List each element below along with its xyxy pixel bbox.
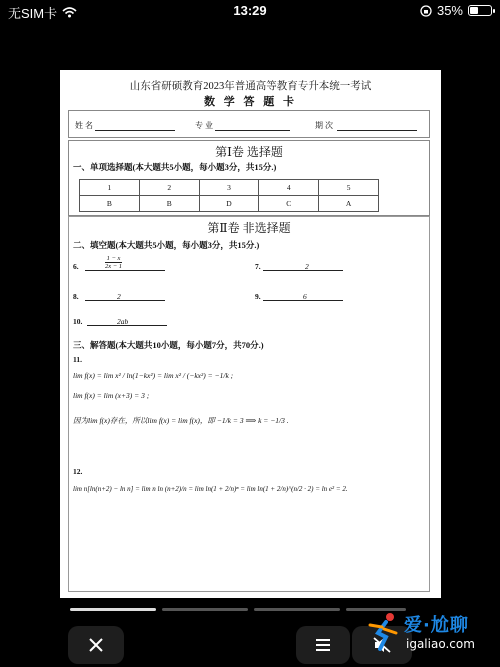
table-row-numbers [80,180,379,196]
table-cell: 4 [259,180,319,196]
fill-q6-line [85,270,165,271]
q11-line2: lim f(x) = lim (x+3) = 3 ; [73,391,150,400]
fill-q10-answer: 2ab [117,317,129,326]
close-icon [88,637,104,653]
table-cell: 3 [199,180,259,196]
watermark-title: 爱·尬聊 [404,615,469,636]
q12-label: 12. [73,467,83,476]
fill-q8-label: 8. [73,292,79,301]
solve-heading: 三、解答题(本大题共10小题，每小题7分，共70分.) [73,340,264,350]
fill-q8-line [85,300,165,301]
table-cell: C [259,196,319,212]
battery-icon [468,5,492,16]
major-label: 专 业 [195,121,213,130]
fill-q6-label: 6. [73,262,79,271]
session-label: 期 次 [315,121,333,130]
close-button[interactable] [68,626,124,664]
runner-logo-icon [366,611,402,651]
mcq-heading: 一、单项选择题(本大题共5小题，每小题3分，共15分.) [73,162,277,172]
answer-sheet [60,70,441,598]
exam-subtitle: 数 学 答 题 卡 [204,96,297,108]
fill-q8-answer: 2 [117,292,121,301]
fill-q9-answer: 6 [303,292,307,301]
status-bar [0,0,500,22]
site-watermark [366,607,496,657]
menu-icon [315,638,331,652]
fill-q7-answer: 2 [305,262,309,271]
table-cell: 1 [80,180,140,196]
table-cell: B [139,196,199,212]
progress-segment [254,608,340,611]
table-cell: B [80,196,140,212]
name-line [95,130,175,131]
progress-segment-active [70,608,156,611]
part2-section [68,216,430,592]
major-line [215,130,290,131]
carrier-label: 无SIM卡 [8,6,58,21]
fill-q9-line [263,300,343,301]
q11-line1: lim f(x) = lim x² / ln(1−kx²) = lim x² / (−kx²) = −1/k ; [73,371,234,380]
fill-heading: 二、填空题(本大题共5小题，每小题3分，共15分.) [73,240,260,250]
progress-segment [162,608,248,611]
table-cell: 5 [319,180,379,196]
table-row-answers [80,196,379,212]
student-info-row [68,110,430,138]
name-label: 姓 名 [75,121,93,130]
fill-q9-label: 9. [255,292,261,301]
fill-q6-answer: $\frac{1 - x}{2x - 1}$ [105,255,123,270]
watermark-site: igaliao.com [406,637,475,651]
fill-q10-line [87,325,167,326]
status-right [420,3,492,18]
session-line [337,130,417,131]
q11-label: 11. [73,355,82,364]
clock: 13:29 [233,3,267,18]
q11-line3: 因为lim f(x)存在，所以lim f(x) = lim f(x)，即 −1/k = 3 ⟹ k = −1/3 . [73,416,289,425]
mcq-answer-table [79,179,379,212]
table-cell: A [319,196,379,212]
fill-q10-label: 10. [73,317,83,326]
fill-q7-label: 7. [255,262,261,271]
q12-line1: lim n[ln(n+2) − ln n] = lim n ln (n+2)/n = lim ln(1 + 2/n)ⁿ = lim ln(1 + 2/n)^(n/2 · 2) = ln e² = 2. [73,485,348,493]
exam-title: 山东省研硕教育2023年普通高等教育专升本统一考试 [129,81,372,92]
part1-title: 第Ⅰ卷 选择题 [215,145,283,159]
part2-title: 第Ⅱ卷 非选择题 [207,221,291,235]
fill-q7-line [263,270,343,271]
battery-percent: 35% [436,3,463,18]
orientation-lock-icon [420,5,432,17]
table-cell: D [199,196,259,212]
part1-section [68,140,430,216]
menu-button[interactable] [296,626,350,664]
table-cell: 2 [139,180,199,196]
